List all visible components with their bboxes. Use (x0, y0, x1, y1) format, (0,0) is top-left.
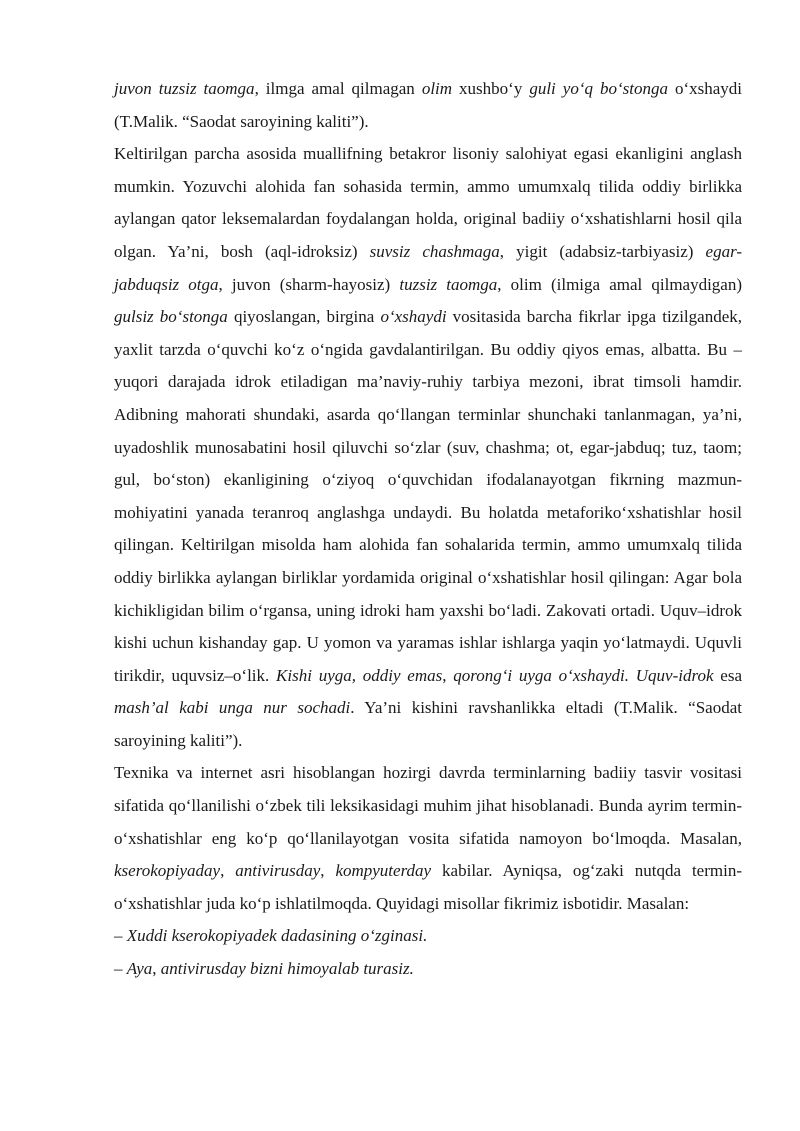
italic-text: kserokopiyaday (114, 861, 221, 881)
text-segment: , olim (ilmiga amal qilmaydigan) (497, 274, 743, 294)
italic-text: olim (421, 79, 453, 98)
italic-text: mash’al kabi unga nur sochadi (114, 698, 351, 718)
example-line (114, 953, 742, 986)
example-line (114, 920, 742, 953)
text-segment: , (152, 959, 161, 979)
italic-text: Kishi uyga, oddiy emas (276, 665, 443, 685)
text-segment: , ilmga amal qilmagan (254, 79, 422, 98)
italic-text: Aya (126, 959, 153, 979)
italic-text: antivirusday bizni himoyalab turasiz. (160, 959, 414, 979)
paragraph (114, 138, 742, 757)
paragraph (114, 757, 742, 920)
text-segment: – (114, 926, 127, 946)
text-segment: , (320, 861, 336, 881)
italic-text: gulsiz bo‘stonga (114, 307, 228, 327)
text-segment: o‘xshaydi (T.Malik. “Saodat saroyining kaliti”). (114, 79, 743, 131)
text-segment: . Ya’ni kishini ravshanlikka eltadi (T.Malik. “Saodat saroyining kaliti”). (114, 698, 742, 750)
text-segment: xushbo‘y (452, 79, 530, 98)
text-segment: qiyoslangan, birgina (227, 307, 381, 327)
italic-text: kompyuterday (335, 861, 432, 881)
italic-text: suvsiz chashmaga (369, 241, 500, 261)
italic-text: Xuddi kserokopiyadek dadasining o‘zginasi. (126, 926, 428, 946)
text-segment: , juvon (sharm-hayosiz) (218, 274, 400, 294)
text-segment: Texnika va internet asri hisoblangan hozirgi davrda terminlarning badiiy tasvir vositasi sifatida qo‘llanilishi o‘zbek tili leksikasidagi muhim jihat hisoblanadi. Bunda ayrim termin-o‘xshatishlar eng ko‘p qo‘llanilayotgan vosita sifatida namoyon bo‘lmoqda. Masalan, (114, 763, 742, 848)
text-segment: , yigit (adabsiz-tarbiyasiz) (499, 241, 706, 261)
text-segment: , (220, 861, 236, 881)
paragraph (114, 73, 742, 138)
italic-text: o‘xshaydi (380, 307, 447, 327)
italic-text: qorong‘i uyga o‘xshaydi. Uquv-idrok (453, 665, 714, 685)
text-segment: esa (713, 665, 742, 685)
italic-text: juvon tuzsiz taomga (114, 79, 255, 98)
text-segment: vositasida barcha fikrlar ipga tizilgandek, yaxlit tarzda o‘quvchi ko‘z o‘ngida gavdalantirilgan. Bu oddiy qiyos emas, albatta. Bu – yuqori darajada idrok etiladigan ma’naviy-ruhiy tarbiya mezoni, ibrat timsoli hamdir. Adibning mahorati shundaki, asarda qo‘llangan terminlar shunchaki tanlanmagan, ya’ni, uyadoshlik munosabatini hosil qiluvchi so‘zlar (suv, chashma; ot, egar-jabduq; tuz, taom; gul, bo‘ston) ekanligining o‘ziyoq o‘quvchidan ifodalanayotgan fikrning mazmun-mohiyatini yanada teranroq anglashga undaydi. Bu holatda metaforiko‘xshatishlar hosil qilingan. Keltirilgan misolda ham alohida fan sohalarida termin, ammo umumxalq tilida oddiy birlikka aylangan birliklar yordamida original o‘xshatishlar hosil qilingan: Agar bola kichikligidan bilim o‘rgansa, uning idroki ham yaxshi bo‘ladi. Zakovati ortadi. Uquv–idrok kishi uchun kishanday gap. U yomon va yaramas ishlar ishlarga yaqin yo‘latmaydi. Uquvli tirikdir, uquvsiz–o‘lik. (114, 307, 743, 685)
italic-text: guli yo‘q bo‘stonga (529, 79, 668, 98)
text-segment: kabilar. Ayniqsa, og‘zaki nutqda termin-o‘xshatishlar juda ko‘p ishlatilmoqda. Quyidagi misollar fikrimiz isbotidir. Masalan: (114, 861, 742, 913)
text-segment: , (442, 665, 454, 685)
italic-text: antivirusday (235, 861, 321, 881)
text-segment: – (114, 959, 127, 979)
text-segment: Keltirilgan parcha asosida muallifning betakror lisoniy salohiyat egasi ekanligini anglash mumkin. Yozuvchi alohida fan sohasida termin, ammo umumxalq tilida oddiy birlikka aylangan qator leksemalardan foydalangan holda, original badiiy o‘xshatishlarni hosil qila olgan. Ya’ni, bosh (aql-idroksiz) (114, 144, 742, 261)
italic-text: egar-jabduqsiz otga (114, 241, 743, 294)
italic-text: tuzsiz taomga (399, 274, 498, 294)
